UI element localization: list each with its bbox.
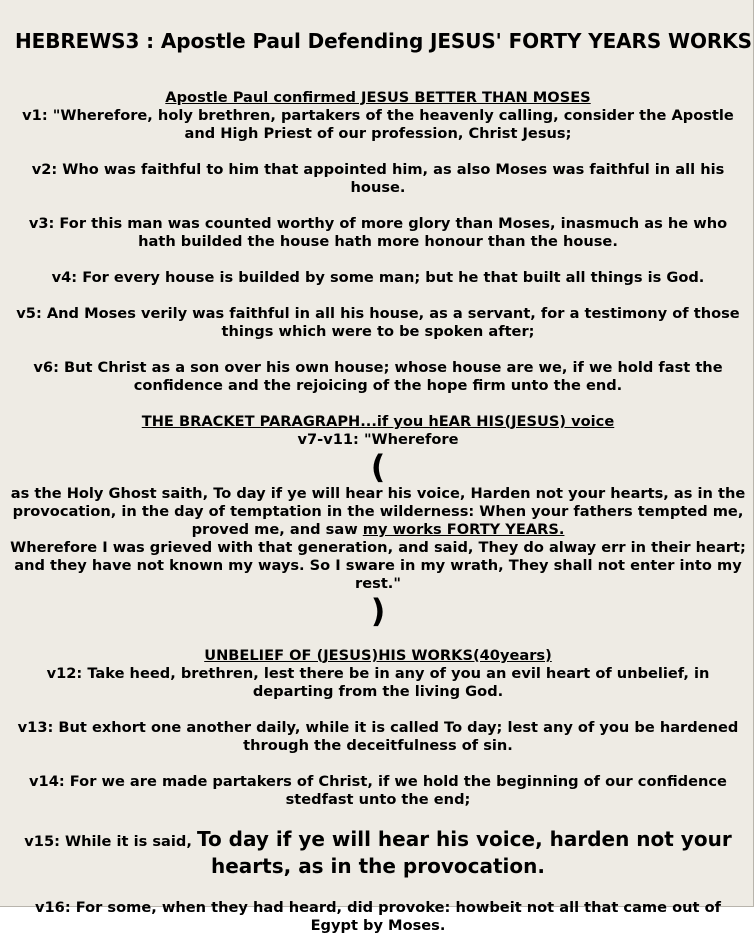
verse-3: v3: For this man was counted worthy of more glory than Moses, inasmuch as he who hath builded the house hath more honour than the house. <box>28 215 728 250</box>
verses-7-11-intro: v7-v11: "Wherefore <box>297 431 459 448</box>
spacer <box>10 755 746 773</box>
section-heading-bracket-paragraph: THE BRACKET PARAGRAPH...if you hEAR HIS(JESUS) voice <box>141 413 615 430</box>
open-parenthesis: ( <box>370 448 386 486</box>
verses-7-11-text-a-plain: as the Holy Ghost saith, To day if ye will hear his voice, Harden not your hearts, as in the provocation, in the day of temptation in the wilderness: When your fathers tempted me, proved me, and saw <box>10 485 746 538</box>
verse-4: v4: For every house is builded by some man; but he that built all things is God. <box>51 269 705 286</box>
spacer <box>10 341 746 359</box>
section-heading-unbelief: UNBELIEF OF (JESUS)HIS WORKS(40years) <box>204 647 552 664</box>
spacer <box>10 701 746 719</box>
spacer <box>10 197 746 215</box>
verse-13: v13: But exhort one another daily, while it is called To day; lest any of you be hardened through the deceitfulness of sin. <box>17 719 739 754</box>
spacer <box>10 251 746 269</box>
verse-16: v16: For some, when they had heard, did provoke: howbeit not all that came out of Egypt by Moses. <box>35 899 721 934</box>
verse-1: v1: "Wherefore, holy brethren, partakers of the heavenly calling, consider the Apostle and High Priest of our profession, Christ Jesus; <box>22 107 734 142</box>
spacer <box>10 629 746 647</box>
spacer <box>10 809 746 827</box>
spacer <box>10 881 746 899</box>
verse-15-prefix: v15: While it is said, <box>24 833 197 850</box>
spacer <box>10 287 746 305</box>
close-parenthesis: ) <box>370 592 386 630</box>
verse-14: v14: For we are made partakers of Christ, if we hold the beginning of our confidence stedfast unto the end; <box>29 773 727 808</box>
document-body <box>10 89 746 935</box>
verse-5: v5: And Moses verily was faithful in all his house, as a servant, for a testimony of those things which were to be spoken after; <box>16 305 740 340</box>
verse-2: v2: Who was faithful to him that appointed him, as also Moses was faithful in all his house. <box>31 161 725 196</box>
forty-years-works-emphasis: my works FORTY YEARS. <box>362 521 565 538</box>
verses-7-11-text-a <box>10 485 746 539</box>
verse-15 <box>10 827 746 881</box>
verse-12: v12: Take heed, brethren, lest there be in any of you an evil heart of unbelief, in departing from the living God. <box>46 665 710 700</box>
verse-15-emphasis: To day if ye will hear his voice, harden not your hearts, as in the provocation. <box>196 827 732 878</box>
verse-6: v6: But Christ as a son over his own house; whose house are we, if we hold fast the confidence and the rejoicing of the hope firm unto the end. <box>33 359 723 394</box>
section-heading-better-than-moses: Apostle Paul confirmed JESUS BETTER THAN MOSES <box>165 89 591 106</box>
spacer <box>10 143 746 161</box>
page-title: HEBREWS3 : Apostle Paul Defending JESUS' FORTY YEARS WORKS <box>15 29 752 53</box>
verses-7-11-text-b: Wherefore I was grieved with that generation, and said, They do alway err in their heart; and they have not known my ways. So I sware in my wrath, They shall not enter into my rest." <box>10 539 746 592</box>
spacer <box>10 395 746 413</box>
